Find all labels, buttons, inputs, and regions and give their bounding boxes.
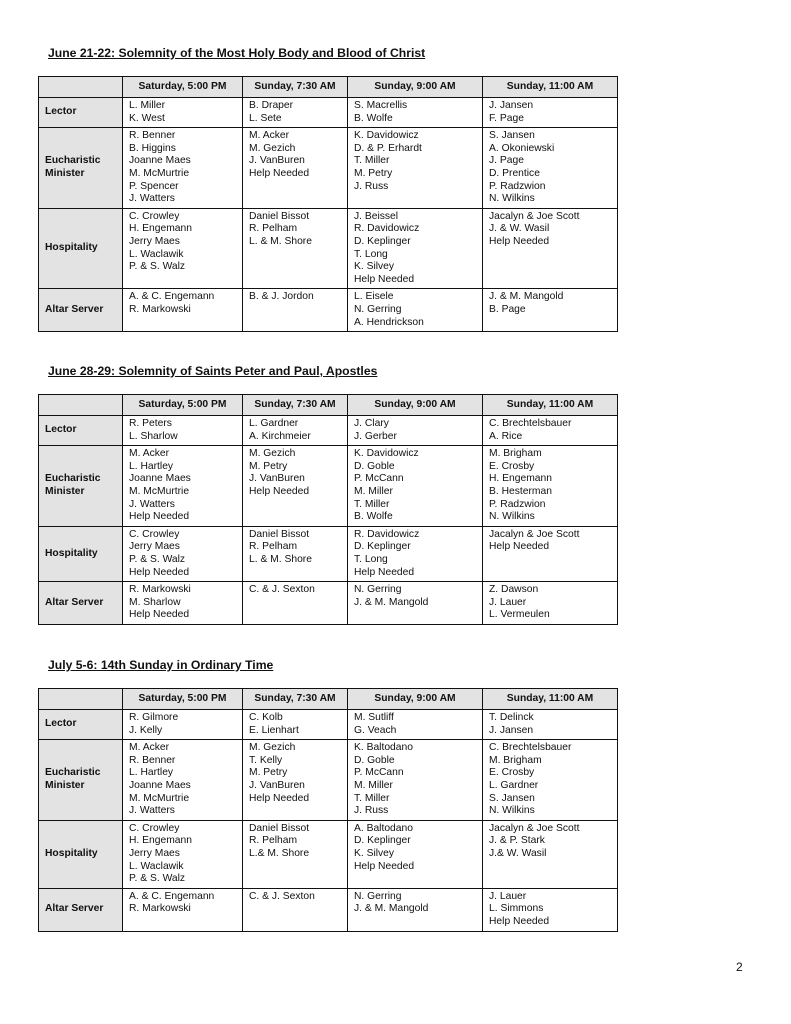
schedule-cell (483, 888, 618, 931)
schedule-cell (123, 98, 243, 128)
volunteer-name: C. Crowley (129, 528, 180, 540)
volunteer-name: M. Gezich (249, 142, 296, 154)
volunteer-name: H. Engemann (129, 835, 192, 847)
volunteer-name: M. Acker (129, 742, 170, 754)
schedule-cell (243, 526, 348, 581)
volunteer-name: L. Simmons (489, 903, 544, 915)
volunteer-name: Joanne Maes (129, 779, 191, 791)
section-title: July 5-6: 14th Sunday in Ordinary Time (48, 658, 274, 672)
schedule-cell (123, 208, 243, 289)
schedule-cell (348, 446, 483, 527)
volunteer-name: T. Kelly (249, 754, 283, 766)
schedule-cell (348, 820, 483, 888)
schedule-cell (243, 98, 348, 128)
schedule-cell (243, 888, 348, 931)
header-sunday-730am: Sunday, 7:30 AM (243, 77, 348, 98)
header-sunday-11am: Sunday, 11:00 AM (483, 689, 618, 710)
volunteer-name: R. Davidowicz (354, 528, 420, 540)
schedule-cell (123, 820, 243, 888)
header-sunday-730am: Sunday, 7:30 AM (243, 395, 348, 416)
role-row (39, 128, 618, 209)
volunteer-name: A. Baltodano (354, 822, 413, 834)
volunteer-name: A. Hendrickson (354, 316, 424, 328)
volunteer-name: P. & S. Walz (129, 553, 186, 565)
volunteer-name: B. & J. Jordon (249, 291, 314, 303)
schedule-cell (243, 446, 348, 527)
role-label-lector: Lector (39, 710, 123, 740)
role-label-altar-server: Altar Server (39, 888, 123, 931)
schedule-cell (483, 820, 618, 888)
volunteer-name: J. Beissel (354, 210, 399, 222)
volunteer-name: K. Silvey (354, 261, 395, 273)
role-row (39, 289, 618, 332)
volunteer-name: T. Miller (354, 792, 390, 804)
volunteer-name: G. Veach (354, 724, 397, 736)
volunteer-name: Jacalyn & Joe Scott (489, 210, 580, 222)
volunteer-name: B. Higgins (129, 142, 176, 154)
volunteer-name: Daniel Bissot (249, 210, 310, 222)
volunteer-name: C. Kolb (249, 712, 283, 723)
volunteer-name: C. Crowley (129, 210, 180, 222)
header-row (39, 689, 618, 710)
schedule-cell (123, 582, 243, 625)
volunteer-name: P. Radzwion (489, 498, 546, 510)
volunteer-name: D. Prentice (489, 167, 540, 179)
volunteer-name: R. Peters (129, 418, 172, 429)
volunteer-name: R. Benner (129, 754, 176, 766)
volunteer-name: D. Keplinger (354, 541, 411, 553)
volunteer-name: M. Petry (249, 767, 288, 779)
volunteer-name: B. Wolfe (354, 112, 393, 124)
volunteer-name: T. Miller (354, 155, 390, 167)
schedule-cell (243, 820, 348, 888)
volunteer-name: T. Long (354, 553, 388, 565)
schedule-cell (348, 208, 483, 289)
volunteer-name: T. Miller (354, 498, 390, 510)
volunteer-name: L. Hartley (129, 767, 174, 779)
volunteer-name: M. Acker (249, 130, 290, 142)
volunteer-name: Help Needed (129, 511, 190, 523)
volunteer-name: K. Davidowicz (354, 130, 419, 142)
schedule-cell (348, 888, 483, 931)
role-label-eucharistic-minister: Eucharistic Minister (39, 446, 123, 527)
schedule-cell (348, 416, 483, 446)
schedule-cell (348, 740, 483, 821)
volunteer-name: M. Gezich (249, 448, 296, 460)
volunteer-name: J. Russ (354, 805, 389, 817)
schedule-cell (483, 526, 618, 581)
volunteer-name: P. & S. Walz (129, 873, 186, 885)
volunteer-name: J. & M. Mangold (354, 596, 429, 608)
volunteer-name: Help Needed (129, 609, 190, 621)
volunteer-name: M. Sutliff (354, 712, 394, 723)
volunteer-name: H. Engemann (489, 473, 552, 485)
section-june-28-29 (38, 363, 617, 625)
volunteer-name: J. & P. Stark (489, 835, 545, 847)
volunteer-name: Help Needed (129, 566, 190, 578)
volunteer-name: J. Lauer (489, 890, 527, 902)
volunteer-name: R. Benner (129, 130, 176, 142)
volunteer-name: N. Wilkins (489, 805, 535, 817)
volunteer-name: B. Page (489, 303, 526, 315)
volunteer-name: K. Davidowicz (354, 448, 419, 460)
volunteer-name: Help Needed (354, 273, 415, 285)
schedule-cell (348, 526, 483, 581)
volunteer-name: J. Russ (354, 180, 389, 192)
header-row (39, 395, 618, 416)
volunteer-name: E. Lienhart (249, 724, 299, 736)
volunteer-name: E. Crosby (489, 767, 535, 779)
volunteer-name: T. Delinck (489, 712, 534, 723)
volunteer-name: S. Jansen (489, 792, 535, 804)
corner-header (39, 689, 123, 710)
volunteer-name: L. Vermeulen (489, 609, 550, 621)
header-sunday-11am: Sunday, 11:00 AM (483, 77, 618, 98)
role-label-hospitality: Hospitality (39, 820, 123, 888)
volunteer-name: Daniel Bissot (249, 528, 310, 540)
volunteer-name: R. Markowski (129, 584, 191, 596)
header-sunday-11am: Sunday, 11:00 AM (483, 395, 618, 416)
role-row (39, 582, 618, 625)
volunteer-name: M. Petry (354, 167, 393, 179)
schedule-cell (243, 128, 348, 209)
schedule-cell (123, 526, 243, 581)
volunteer-name: J. Jansen (489, 724, 534, 736)
volunteer-name: Help Needed (249, 792, 310, 804)
volunteer-name: N. Gerring (354, 890, 402, 902)
volunteer-name: N. Wilkins (489, 193, 535, 205)
schedule-cell (483, 416, 618, 446)
volunteer-name: A. & C. Engemann (129, 291, 215, 303)
section-title: June 28-29: Solemnity of Saints Peter and Paul, Apostles (48, 364, 378, 378)
schedule-cell (348, 98, 483, 128)
volunteer-name: L. Gardner (489, 779, 539, 791)
role-row (39, 208, 618, 289)
volunteer-name: R. Davidowicz (354, 223, 420, 235)
volunteer-name: D. & P. Erhardt (354, 142, 422, 154)
volunteer-name: J. Watters (129, 805, 175, 817)
role-label-eucharistic-minister: Eucharistic Minister (39, 128, 123, 209)
role-row (39, 98, 618, 128)
volunteer-name: P. Radzwion (489, 180, 546, 192)
volunteer-name: R. Markowski (129, 303, 191, 315)
schedule-cell (123, 740, 243, 821)
header-saturday-5pm: Saturday, 5:00 PM (123, 77, 243, 98)
volunteer-name: L. Waclawik (129, 248, 184, 260)
schedule-table (38, 394, 618, 625)
schedule-cell (483, 710, 618, 740)
schedule-cell (348, 710, 483, 740)
schedule-cell (483, 128, 618, 209)
volunteer-name: A. Okoniewski (489, 142, 555, 154)
volunteer-name: P. McCann (354, 473, 404, 485)
volunteer-name: N. Gerring (354, 303, 402, 315)
volunteer-name: Help Needed (489, 541, 550, 553)
volunteer-name: Help Needed (489, 235, 550, 247)
volunteer-name: N. Wilkins (489, 511, 535, 523)
volunteer-name: Jerry Maes (129, 847, 180, 859)
corner-header (39, 77, 123, 98)
schedule-cell (483, 289, 618, 332)
schedule-cell (123, 289, 243, 332)
volunteer-name: L. Gardner (249, 418, 299, 429)
volunteer-name: M. Miller (354, 485, 393, 497)
volunteer-name: J. & M. Mangold (354, 903, 429, 915)
volunteer-name: Help Needed (249, 167, 310, 179)
corner-header (39, 395, 123, 416)
volunteer-name: S. Jansen (489, 130, 535, 142)
volunteer-name: L. & M. Shore (249, 235, 312, 247)
schedule-cell (123, 888, 243, 931)
volunteer-name: M. Brigham (489, 448, 542, 460)
volunteer-name: J. Watters (129, 193, 175, 205)
volunteer-name: L. Miller (129, 100, 166, 111)
volunteer-name: T. Long (354, 248, 388, 260)
volunteer-name: L. Waclawik (129, 860, 184, 872)
volunteer-name: J. Kelly (129, 724, 163, 736)
volunteer-name: C. Brechtelsbauer (489, 418, 572, 429)
volunteer-name: D. Keplinger (354, 835, 411, 847)
volunteer-name: Joanne Maes (129, 473, 191, 485)
schedule-cell (348, 289, 483, 332)
volunteer-name: J. & M. Mangold (489, 291, 564, 303)
volunteer-name: Help Needed (354, 566, 415, 578)
header-row (39, 77, 618, 98)
volunteer-name: P. Spencer (129, 180, 179, 192)
volunteer-name: M. Brigham (489, 754, 542, 766)
volunteer-name: Jacalyn & Joe Scott (489, 528, 580, 540)
header-saturday-5pm: Saturday, 5:00 PM (123, 689, 243, 710)
schedule-cell (483, 208, 618, 289)
volunteer-name: R. Markowski (129, 903, 191, 915)
volunteer-name: B. Wolfe (354, 511, 393, 523)
volunteer-name: K. West (129, 112, 165, 124)
volunteer-name: C. & J. Sexton (249, 584, 315, 596)
volunteer-name: C. & J. Sexton (249, 890, 315, 902)
volunteer-name: F. Page (489, 112, 524, 124)
volunteer-name: K. Baltodano (354, 742, 413, 754)
volunteer-name: R. Pelham (249, 223, 298, 235)
schedule-cell (243, 416, 348, 446)
volunteer-name: C. Brechtelsbauer (489, 742, 572, 754)
role-label-hospitality: Hospitality (39, 526, 123, 581)
schedule-table (38, 76, 618, 332)
role-label-lector: Lector (39, 98, 123, 128)
volunteer-name: J. VanBuren (249, 473, 305, 485)
section-title: June 21-22: Solemnity of the Most Holy Body and Blood of Christ (48, 46, 426, 60)
role-row (39, 416, 618, 446)
volunteer-name: L. Sete (249, 112, 282, 124)
header-sunday-730am: Sunday, 7:30 AM (243, 689, 348, 710)
volunteer-name: B. Hesterman (489, 485, 552, 497)
volunteer-name: C. Crowley (129, 822, 180, 834)
volunteer-name: N. Gerring (354, 584, 402, 596)
volunteer-name: Help Needed (489, 915, 550, 927)
schedule-cell (123, 128, 243, 209)
volunteer-name: J. Gerber (354, 430, 397, 442)
role-row (39, 710, 618, 740)
schedule-cell (123, 446, 243, 527)
schedule-cell (243, 208, 348, 289)
volunteer-name: D. Keplinger (354, 235, 411, 247)
volunteer-name: J. VanBuren (249, 155, 305, 167)
volunteer-name: R. Pelham (249, 541, 298, 553)
volunteer-name: M. Miller (354, 779, 393, 791)
role-label-eucharistic-minister: Eucharistic Minister (39, 740, 123, 821)
schedule-cell (243, 582, 348, 625)
volunteer-name: M. McMurtrie (129, 167, 190, 179)
schedule-cell (243, 740, 348, 821)
role-row (39, 820, 618, 888)
volunteer-name: Help Needed (354, 860, 415, 872)
volunteer-name: Daniel Bissot (249, 822, 310, 834)
volunteer-name: R. Gilmore (129, 712, 179, 723)
volunteer-name: S. Macrellis (354, 100, 408, 111)
volunteer-name: J. Watters (129, 498, 175, 510)
schedule-cell (348, 582, 483, 625)
section-june-21-22 (38, 45, 617, 332)
schedule-table (38, 688, 618, 932)
volunteer-name: P. McCann (354, 767, 404, 779)
header-sunday-9am: Sunday, 9:00 AM (348, 689, 483, 710)
schedule-cell (123, 710, 243, 740)
role-row (39, 740, 618, 821)
header-sunday-9am: Sunday, 9:00 AM (348, 77, 483, 98)
schedule-cell (123, 416, 243, 446)
role-label-altar-server: Altar Server (39, 289, 123, 332)
header-sunday-9am: Sunday, 9:00 AM (348, 395, 483, 416)
volunteer-name: M. Acker (129, 448, 170, 460)
schedule-cell (243, 289, 348, 332)
role-row (39, 888, 618, 931)
section-july-5-6 (38, 657, 617, 932)
volunteer-name: Jerry Maes (129, 235, 180, 247)
volunteer-name: M. Gezich (249, 742, 296, 754)
volunteer-name: M. Petry (249, 460, 288, 472)
role-label-altar-server: Altar Server (39, 582, 123, 625)
schedule-cell (243, 710, 348, 740)
volunteer-name: J.& W. Wasil (489, 847, 547, 859)
volunteer-name: Jacalyn & Joe Scott (489, 822, 580, 834)
volunteer-name: D. Goble (354, 754, 395, 766)
volunteer-name: J. Clary (354, 418, 389, 429)
volunteer-name: A. & C. Engemann (129, 890, 215, 902)
volunteer-name: E. Crosby (489, 460, 535, 472)
volunteer-name: K. Silvey (354, 847, 395, 859)
volunteer-name: J. & W. Wasil (489, 223, 550, 235)
header-saturday-5pm: Saturday, 5:00 PM (123, 395, 243, 416)
volunteer-name: L.& M. Shore (249, 847, 310, 859)
schedule-cell (348, 128, 483, 209)
volunteer-name: M. Sharlow (129, 596, 181, 608)
volunteer-name: R. Pelham (249, 835, 298, 847)
volunteer-name: J. Jansen (489, 100, 534, 111)
volunteer-name: Joanne Maes (129, 155, 191, 167)
role-row (39, 446, 618, 527)
volunteer-name: B. Draper (249, 100, 294, 111)
schedule-cell (483, 446, 618, 527)
role-label-lector: Lector (39, 416, 123, 446)
role-label-hospitality: Hospitality (39, 208, 123, 289)
volunteer-name: Help Needed (249, 485, 310, 497)
volunteer-name: J. Page (489, 155, 524, 167)
schedule-cell (483, 98, 618, 128)
page-number: 2 (736, 960, 743, 974)
volunteer-name: H. Engemann (129, 223, 192, 235)
schedule-cell (483, 582, 618, 625)
volunteer-name: D. Goble (354, 460, 395, 472)
volunteer-name: A. Kirchmeier (249, 430, 311, 442)
volunteer-name: M. McMurtrie (129, 485, 190, 497)
volunteer-name: J. VanBuren (249, 779, 305, 791)
volunteer-name: L. Hartley (129, 460, 174, 472)
volunteer-name: L. & M. Shore (249, 553, 312, 565)
volunteer-name: Jerry Maes (129, 541, 180, 553)
role-row (39, 526, 618, 581)
volunteer-name: A. Rice (489, 430, 523, 442)
schedule-cell (483, 740, 618, 821)
volunteer-name: J. Lauer (489, 596, 527, 608)
volunteer-name: L. Eisele (354, 291, 394, 303)
volunteer-name: P. & S. Walz (129, 261, 186, 273)
volunteer-name: L. Sharlow (129, 430, 178, 442)
volunteer-name: M. McMurtrie (129, 792, 190, 804)
volunteer-name: Z. Dawson (489, 584, 539, 596)
